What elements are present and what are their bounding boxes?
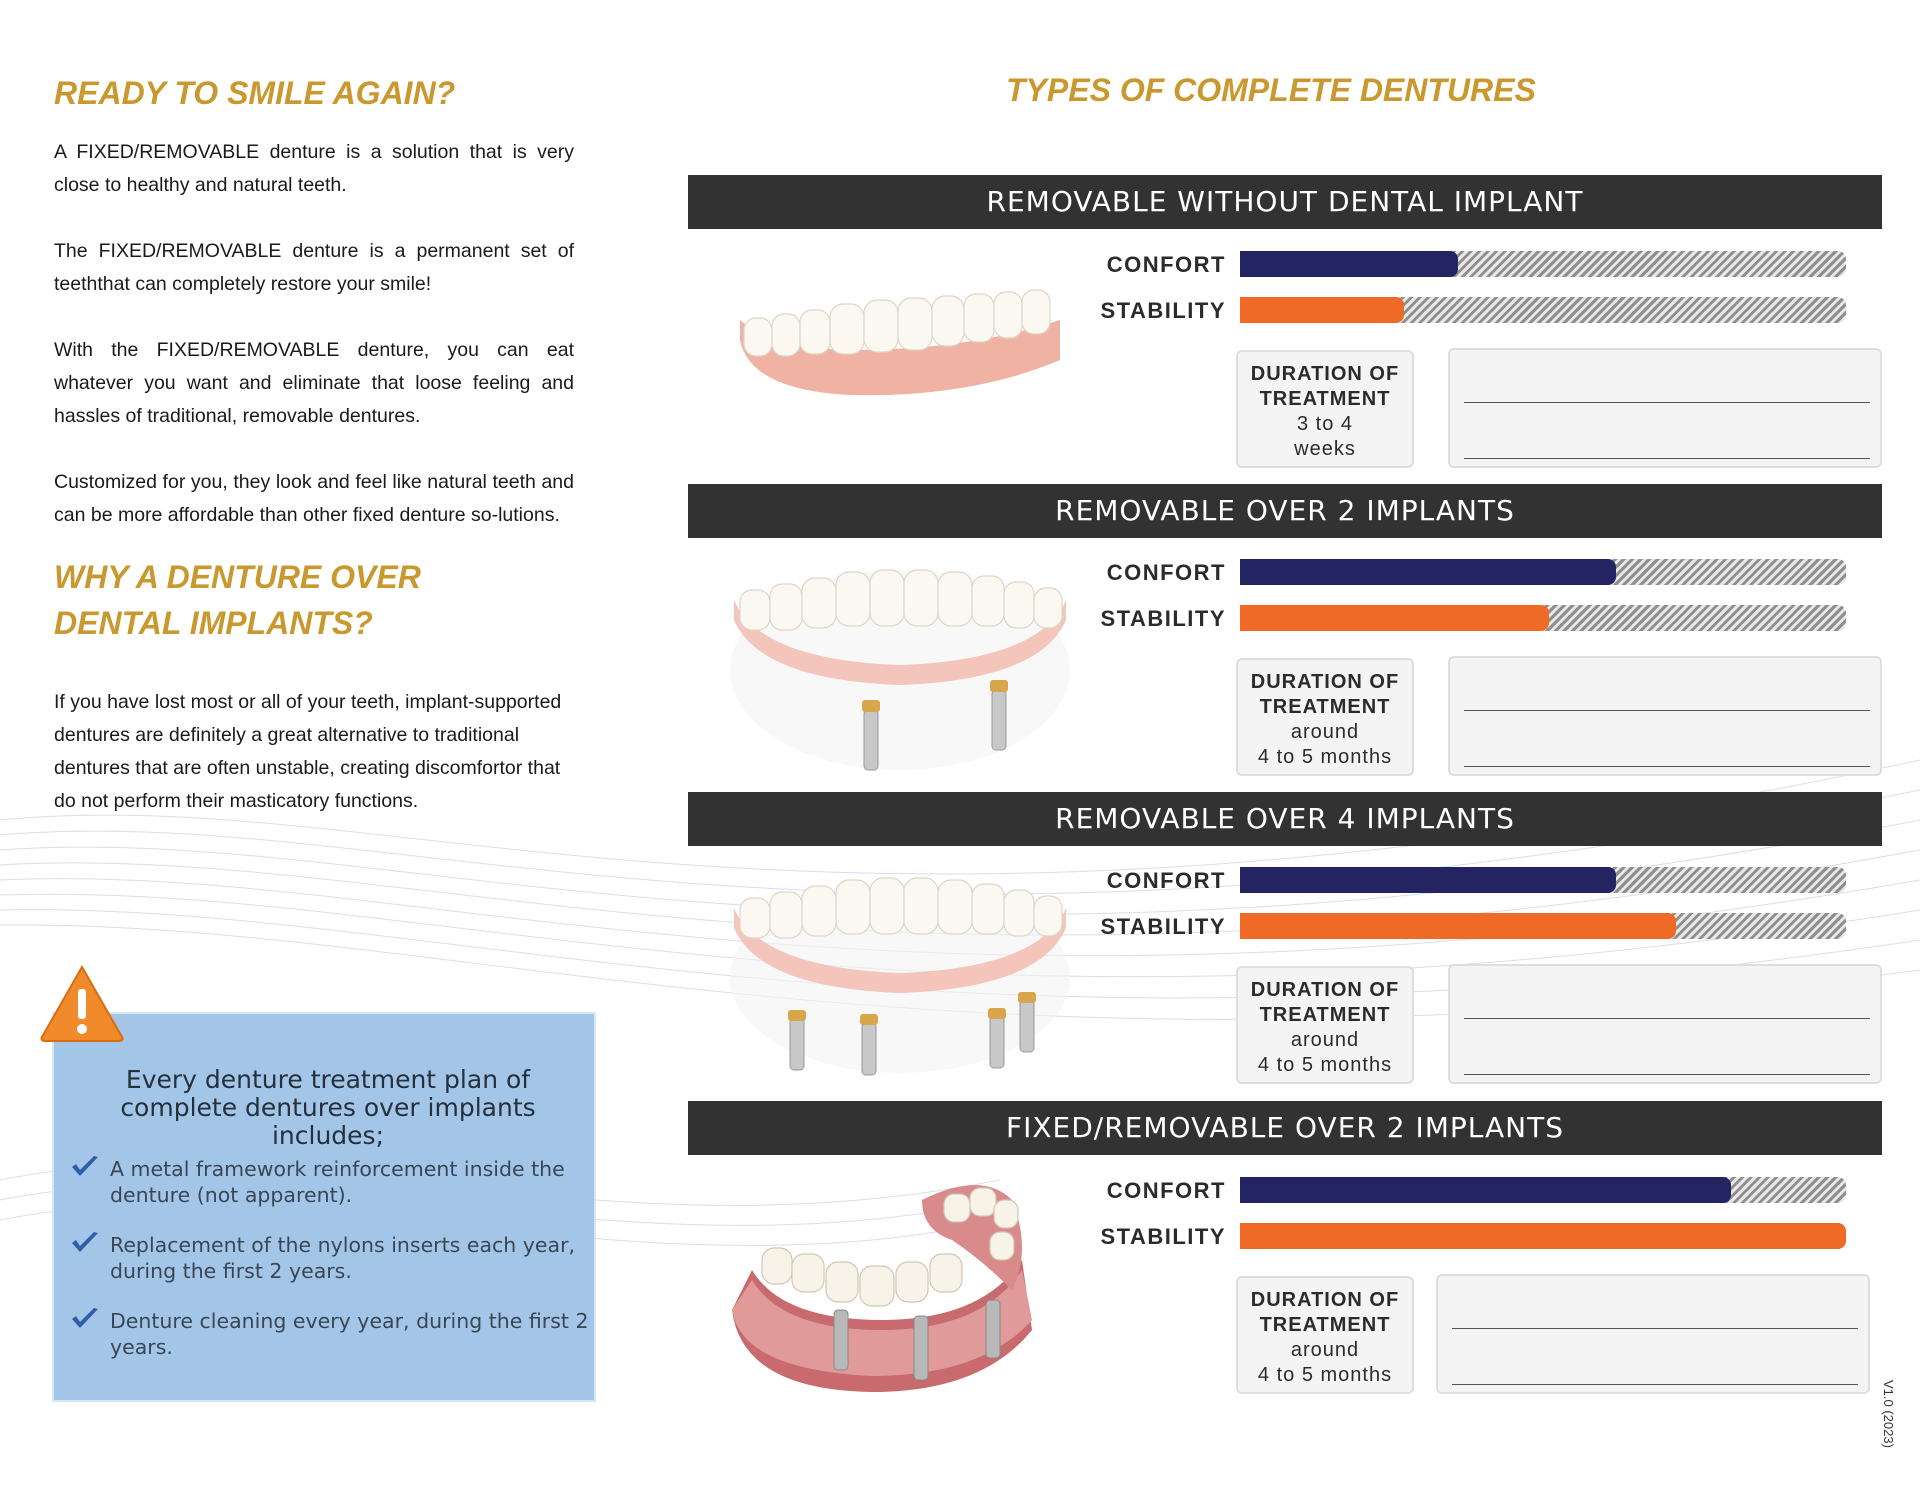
comfort-bar [1240,251,1846,277]
duration-value: 3 to 4 [1296,413,1354,435]
note-line [1464,766,1870,767]
comfort-bar [1240,867,1846,893]
notes-box[interactable] [1448,348,1882,468]
section-band-fixed-removable-2-implants: FIXED/REMOVABLE OVER 2 IMPLANTS [688,1101,1882,1155]
ready-heading: READY TO SMILE AGAIN? [54,75,456,111]
why-heading-line-2: DENTAL IMPLANTS? [54,605,373,641]
duration-value: around [1290,721,1360,743]
stability-label: STABILITY [1100,298,1226,323]
stability-label: STABILITY [1100,606,1226,631]
list-item: A metal framework reinforcement inside the denture (not apparent). [70,1156,590,1208]
list-item: Replacement of the nylons inserts each year, during the first 2 years. [70,1232,590,1284]
notice-title: Every denture treatment plan of complete dentures over implants includes; [120,1065,536,1150]
duration-box: DURATION OF TREATMENT around 4 to 5 months [1236,1276,1414,1394]
note-line [1464,1074,1870,1075]
stability-bar-fill [1240,1223,1846,1249]
stability-label: STABILITY [1100,914,1226,939]
note-line [1464,710,1870,711]
denture-2-implants-illustration [720,560,1080,780]
section-band-removable-2-implants: REMOVABLE OVER 2 IMPLANTS [688,484,1882,538]
stability-bar-fill [1240,605,1549,631]
duration-box: DURATION OF TREATMENT around 4 to 5 months [1236,966,1414,1084]
stability-bar [1240,1223,1846,1249]
comfort-label: CONFORT [1106,252,1226,277]
left-column [54,70,574,818]
note-line [1464,1018,1870,1019]
comfort-bar-fill [1240,1177,1731,1203]
duration-box: DURATION OF TREATMENT around 4 to 5 months [1236,658,1414,776]
denture-illustration [730,280,1070,410]
notes-box[interactable] [1448,656,1882,776]
notes-box[interactable] [1436,1274,1870,1394]
stability-bar-fill [1240,913,1676,939]
checkmark-icon [70,1306,100,1332]
notice-list [70,1156,590,1384]
duration-box: DURATION OF TREATMENT 3 to 4 weeks [1236,350,1414,468]
duration-value: 4 to 5 months [1257,1054,1393,1076]
comfort-label: CONFORT [1106,1178,1226,1203]
note-line [1464,402,1870,403]
why-heading [54,554,574,646]
stability-label: STABILITY [1100,1224,1226,1249]
section-band-removable-4-implants: REMOVABLE OVER 4 IMPLANTS [688,792,1882,846]
note-line [1452,1384,1858,1385]
intro-paragraph-1: A FIXED/REMOVABLE denture is a solution that is very close to healthy and natural teeth. [54,141,574,196]
intro-paragraph-4: Customized for you, they look and feel like natural teeth and can be more affordable than other fixed denture so-lutions. [54,471,574,526]
notes-box[interactable] [1448,964,1882,1084]
duration-value: around [1290,1339,1360,1361]
why-heading-line-1: WHY A DENTURE OVER [54,559,421,595]
comfort-bar [1240,559,1846,585]
denture-4-implants-illustration [720,868,1080,1078]
checkmark-icon [70,1154,100,1180]
note-line [1452,1328,1858,1329]
comfort-bar-fill [1240,251,1458,277]
version-label: V1.0 (2023) [1881,1380,1896,1448]
checkmark-icon [70,1230,100,1256]
comfort-label: CONFORT [1106,560,1226,585]
stability-bar [1240,297,1846,323]
comfort-bar-fill [1240,559,1616,585]
comfort-bar-fill [1240,867,1616,893]
note-line [1464,458,1870,459]
intro-paragraph-2: The FIXED/REMOVABLE denture is a permanent set of teeththat can completely restore your smile! [54,240,574,295]
types-title: TYPES OF COMPLETE DENTURES [1006,72,1536,108]
intro-paragraph-3: With the FIXED/REMOVABLE denture, you can eat whatever you want and eliminate that loose feeling and hassles of traditional, removable dentures. [54,339,574,427]
comfort-bar [1240,1177,1846,1203]
treatment-plan-notice [52,1012,596,1402]
stability-bar [1240,913,1846,939]
fixed-denture-illustration [722,1170,1042,1400]
list-item: Denture cleaning every year, during the first 2 years. [70,1308,590,1360]
comfort-label: CONFORT [1106,868,1226,893]
duration-value: 4 to 5 months [1257,1364,1393,1386]
section-band-removable-no-implant: REMOVABLE WITHOUT DENTAL IMPLANT [688,175,1882,229]
duration-value: weeks [1294,438,1356,460]
duration-value: 4 to 5 months [1257,746,1393,768]
duration-value: around [1290,1029,1360,1051]
why-paragraph: If you have lost most or all of your teeth, implant-supported dentures are definitely a great alternative to traditional dentures that are often unstable, creating discomfortor that do not perform their masticatory functions. [54,691,562,812]
warning-icon [38,963,126,1043]
stability-bar-fill [1240,297,1404,323]
stability-bar [1240,605,1846,631]
